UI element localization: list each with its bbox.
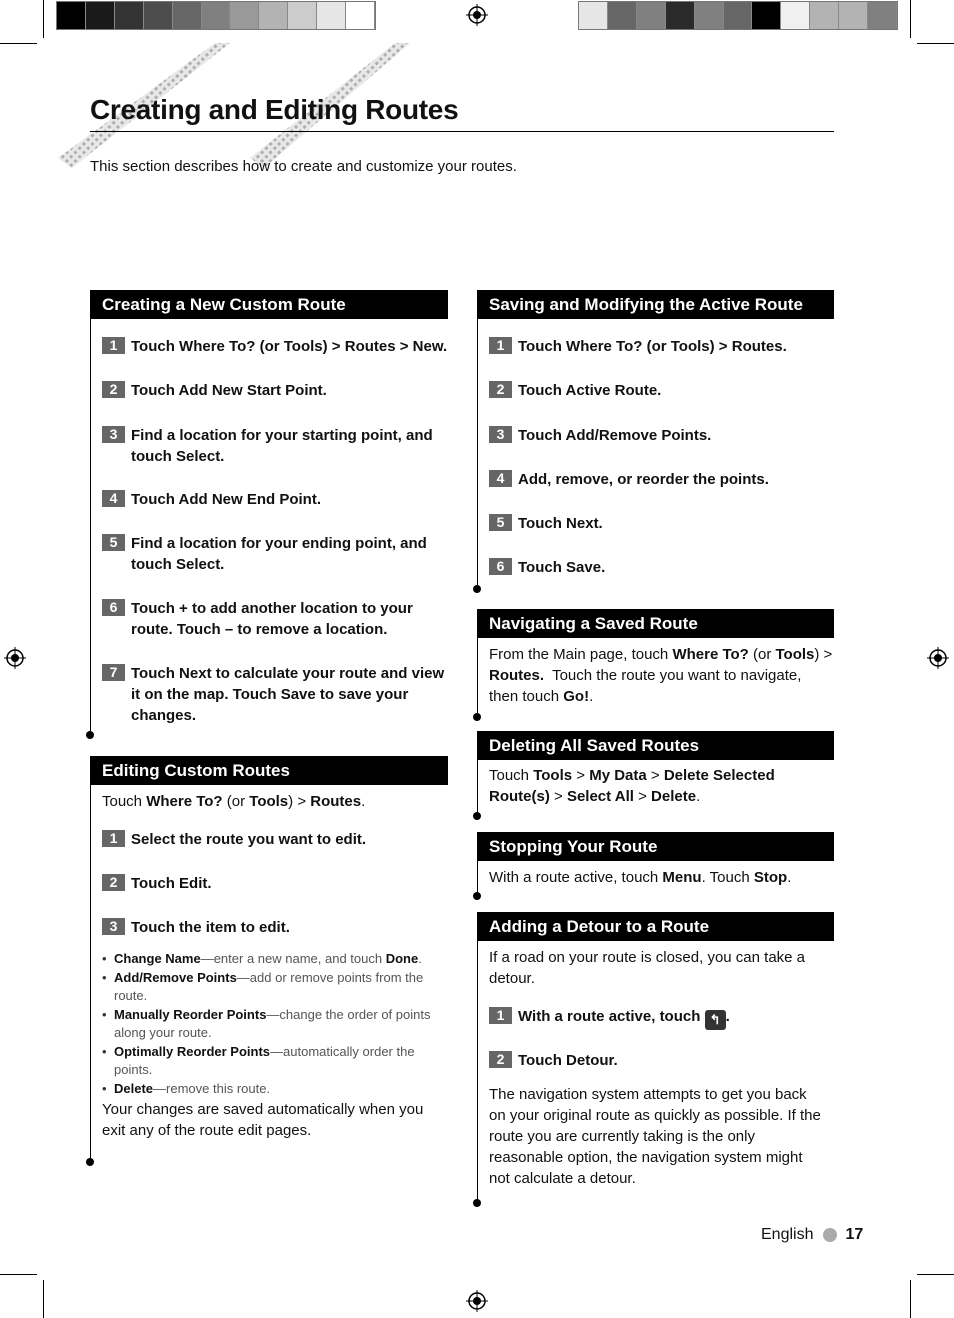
step: 6 Touch Save.: [489, 557, 834, 578]
step: 2 Touch Add New Start Point.: [102, 380, 447, 401]
crop-mark: [43, 1280, 44, 1318]
registration-mark-icon: [4, 647, 26, 669]
step: 2 Touch Detour.: [489, 1050, 834, 1071]
edit-options-list: [102, 950, 447, 1098]
page-title: Creating and Editing Routes: [90, 94, 459, 125]
language-label: English: [761, 1226, 814, 1243]
step: 3 Touch Add/Remove Points.: [489, 425, 834, 446]
step: 7 Touch Next to calculate your route and view it on the map. Touch Save to save your changes.: [102, 663, 447, 726]
color-swatch: [868, 2, 897, 29]
crop-mark: [917, 1274, 954, 1275]
list-item: • Optimally Reorder Points—automatically order the points.: [102, 1043, 447, 1080]
detour-icon: ↰: [705, 1010, 726, 1030]
title-rule: [90, 131, 834, 132]
crop-mark: [0, 43, 37, 44]
color-swatch: [259, 2, 288, 29]
heading-editing-routes: Editing Custom Routes: [90, 756, 448, 785]
rule-end-dot: [473, 892, 481, 900]
color-swatch: [666, 2, 695, 29]
step: 1 Select the route you want to edit.: [102, 829, 447, 850]
crop-mark: [917, 43, 954, 44]
column-rule: [90, 785, 91, 1162]
crop-mark: [43, 0, 44, 38]
detour-intro: If a road on your route is closed, you can take a detour.: [489, 949, 806, 987]
rule-end-dot: [86, 1158, 94, 1166]
color-swatch: [346, 2, 375, 29]
rule-end-dot: [473, 713, 481, 721]
step: 4 Add, remove, or reorder the points.: [489, 469, 834, 490]
heading-saving-active-route: Saving and Modifying the Active Route: [477, 290, 834, 319]
step: 1 With a route active, touch ↰ .: [489, 1006, 834, 1030]
color-swatch: [115, 2, 144, 29]
color-swatch: [724, 2, 753, 29]
step: 5 Touch Next.: [489, 513, 834, 534]
registration-mark-icon: [466, 4, 488, 26]
color-swatch: [230, 2, 259, 29]
deleting-body: Touch Tools > My Data > Delete Selected Route(s) > Select All > Delete.: [489, 767, 775, 805]
color-swatch: [57, 2, 86, 29]
color-swatch: [752, 2, 781, 29]
section-intro: This section describes how to create and customize your routes.: [90, 158, 517, 175]
navigating-body: From the Main page, touch Where To? (or Tools) > Routes. Touch the route you want to navigate, then touch Go!.: [489, 646, 833, 705]
step: 2 Touch Active Route.: [489, 380, 834, 401]
step: 3 Find a location for your starting point, and touch Select.: [102, 425, 447, 467]
heading-creating-new-route: Creating a New Custom Route: [90, 290, 448, 319]
rule-end-dot: [86, 731, 94, 739]
column-rule: [90, 319, 91, 735]
step: 1 Touch Where To? (or Tools) > Routes > New.: [102, 336, 452, 357]
color-swatch: [288, 2, 317, 29]
color-swatch: [839, 2, 868, 29]
list-item: • Add/Remove Points—add or remove points from the route.: [102, 969, 447, 1006]
editing-intro: Touch Where To? (or Tools) > Routes.: [102, 793, 366, 810]
color-bar-left: [56, 1, 376, 30]
step: 1 Touch Where To? (or Tools) > Routes.: [489, 336, 834, 357]
heading-navigating-saved-route: Navigating a Saved Route: [477, 609, 834, 638]
heading-adding-detour: Adding a Detour to a Route: [477, 912, 834, 941]
color-swatch: [86, 2, 115, 29]
column-rule: [477, 941, 478, 1203]
step: 5 Find a location for your ending point, and touch Select.: [102, 533, 447, 575]
registration-mark-icon: [466, 1290, 488, 1312]
list-item: • Manually Reorder Points—change the order of points along your route.: [102, 1006, 447, 1043]
color-swatch: [317, 2, 346, 29]
column-rule: [477, 638, 478, 717]
editing-outro: Your changes are saved automatically when you exit any of the route edit pages.: [102, 1101, 424, 1139]
heading-stopping-route: Stopping Your Route: [477, 832, 834, 861]
step: 2 Touch Edit.: [102, 873, 447, 894]
color-swatch: [202, 2, 231, 29]
color-swatch: [608, 2, 637, 29]
color-swatch: [781, 2, 810, 29]
color-swatch: [637, 2, 666, 29]
crop-mark: [910, 0, 911, 38]
color-swatch: [810, 2, 839, 29]
rule-end-dot: [473, 1199, 481, 1207]
column-rule: [477, 319, 478, 589]
rule-end-dot: [473, 585, 481, 593]
crop-mark: [910, 1280, 911, 1318]
list-item: • Change Name—enter a new name, and touch Done.: [102, 950, 447, 969]
color-swatch: [695, 2, 724, 29]
column-rule: [477, 760, 478, 817]
registration-mark-icon: [927, 647, 949, 669]
color-swatch: [579, 2, 608, 29]
color-bar-right: [578, 1, 898, 30]
page-number: 17: [845, 1226, 864, 1243]
color-swatch: [144, 2, 173, 29]
heading-deleting-saved-routes: Deleting All Saved Routes: [477, 731, 834, 760]
crop-mark: [0, 1274, 37, 1275]
detour-outro: The navigation system attempts to get you back on your original route as quickly as possible. If the route you are currently taking is the only reasonable option, the navigation system might not calculate a detour.: [489, 1086, 821, 1187]
stopping-body: With a route active, touch Menu. Touch Stop.: [489, 869, 792, 886]
color-swatch: [173, 2, 202, 29]
step: 4 Touch Add New End Point.: [102, 489, 447, 510]
step: 6 Touch + to add another location to your route. Touch – to remove a location.: [102, 598, 447, 640]
list-item: • Delete—remove this route.: [102, 1080, 447, 1099]
rule-end-dot: [473, 812, 481, 820]
step: 3 Touch the item to edit.: [102, 917, 447, 938]
footer-dot: [823, 1228, 837, 1242]
page-footer: [761, 1226, 863, 1244]
